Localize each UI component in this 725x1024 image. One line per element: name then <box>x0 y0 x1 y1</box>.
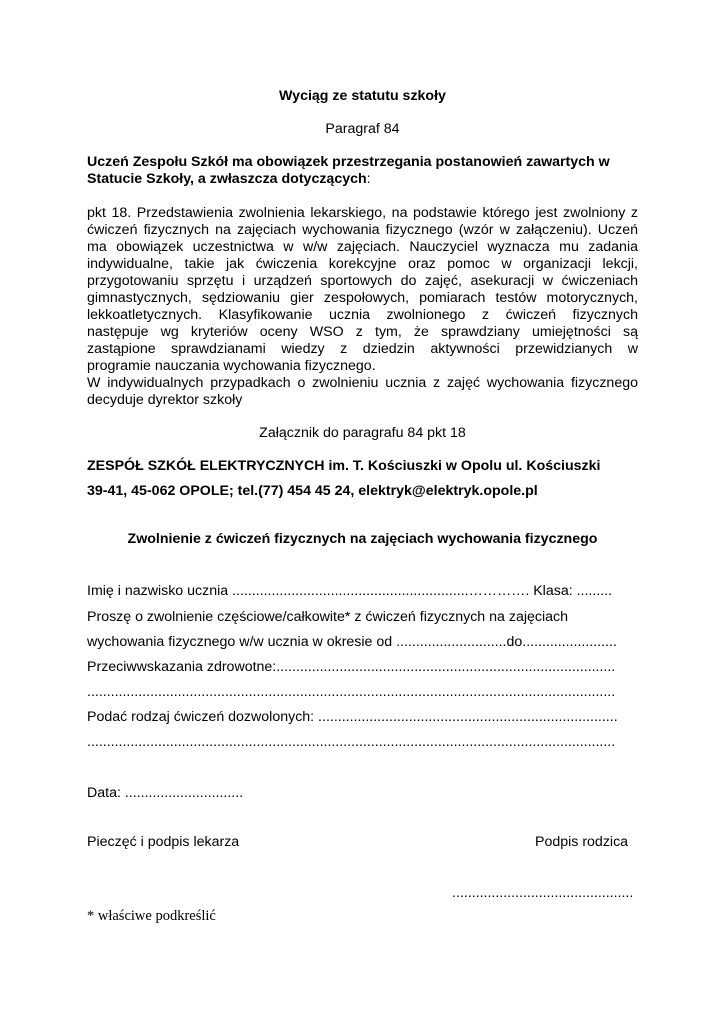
paragraph-number: Paragraf 84 <box>325 121 400 137</box>
pkt18-line: zastąpione sprawdzianami wiedzy z dziedzin aktywności przewidzianych w <box>87 341 638 357</box>
obligation-line-2 <box>87 171 371 188</box>
school-address-line-1: ZESPÓŁ SZKÓŁ ELEKTRYCZNYCH im. T. Kościuszki w Opolu ul. Kościuszki <box>87 458 601 474</box>
footnote: * właściwe podkreślić <box>87 908 216 924</box>
pkt18-line: lekkoatletycznych. Klasyfikowanie ucznia zwolnionego z ćwiczeń fizycznych <box>87 307 638 323</box>
allowed-exercises-dots: ...................................................................................................................................... <box>87 734 616 750</box>
signature-line: .............................................. <box>452 885 634 901</box>
pkt18-line: programie nauczania wychowania fizycznego. <box>87 358 376 374</box>
obligation-text: Statucie Szkoły, a zwłaszcza dotyczących <box>87 171 367 187</box>
pkt18-line: gimnastycznych, sędziowaniu gier zespołowych, pomiarach testów motorycznych, <box>87 290 638 306</box>
pkt18-line: przygotowaniu sprzętu i urządzeń sportowych do zajęć, asekuracji w ćwiczeniach <box>87 273 638 289</box>
pkt18-line: ćwiczeń fizycznych na zajęciach wychowania fizycznego (wzór w załączeniu). Uczeń <box>87 222 638 238</box>
doctor-signature-label: Pieczęć i podpis lekarza <box>87 834 240 850</box>
contraindications-field: Przeciwwskazania zdrowotne:...................................................................................... <box>87 659 616 675</box>
request-line-1: Proszę o zwolnienie częściowe/całkowite* z ćwiczeń fizycznych na zajęciach <box>87 609 569 625</box>
parent-signature-label: Podpis rodzica <box>535 834 629 850</box>
pkt18-line: następuje wg kryteriów oceny WSO z tym, że sprawdziany umiejętności są <box>87 324 638 340</box>
exemption-period-field: wychowania fizycznego w/w ucznia w okresie od ............................do........................ <box>87 634 617 650</box>
student-name-field: Imię i nazwisko ucznia ............................................................…………. Klasa: ......... <box>87 583 613 599</box>
individual-line: W indywidualnych przypadkach o zwolnieniu ucznia z zajęć wychowania fizycznego <box>87 375 638 391</box>
allowed-exercises-field: Podać rodzaj ćwiczeń dozwolonych: ............................................................................ <box>87 709 618 725</box>
obligation-colon: : <box>366 171 371 187</box>
individual-line: decyduje dyrektor szkoły <box>87 392 243 408</box>
contraindications-dots: ...................................................................................................................................... <box>87 684 616 700</box>
pkt18-line: indywidualne, takie jak ćwiczenia korekcyjne oraz pomoc w organizacji lekcji, <box>87 256 638 272</box>
date-field: Data: .............................. <box>87 785 244 801</box>
form-title: Zwolnienie z ćwiczeń fizycznych na zajęciach wychowania fizycznego <box>127 531 598 547</box>
attachment-heading: Załącznik do paragrafu 84 pkt 18 <box>259 425 466 441</box>
pkt18-line: ma obowiązek uczestnictwa w w/w zajęciach. Nauczyciel wyznacza mu zadania <box>87 239 638 255</box>
school-address-line-2: 39-41, 45-062 OPOLE; tel.(77) 454 45 24, elektryk@elektryk.opole.pl <box>87 483 538 499</box>
obligation-line-1: Uczeń Zespołu Szkół ma obowiązek przestrzegania postanowień zawartych w <box>87 154 610 170</box>
pkt18-line: pkt 18. Przedstawienia zwolnienia lekarskiego, na podstawie którego jest zwolniony z <box>87 205 638 221</box>
statute-title: Wyciąg ze statutu szkoły <box>279 88 446 104</box>
